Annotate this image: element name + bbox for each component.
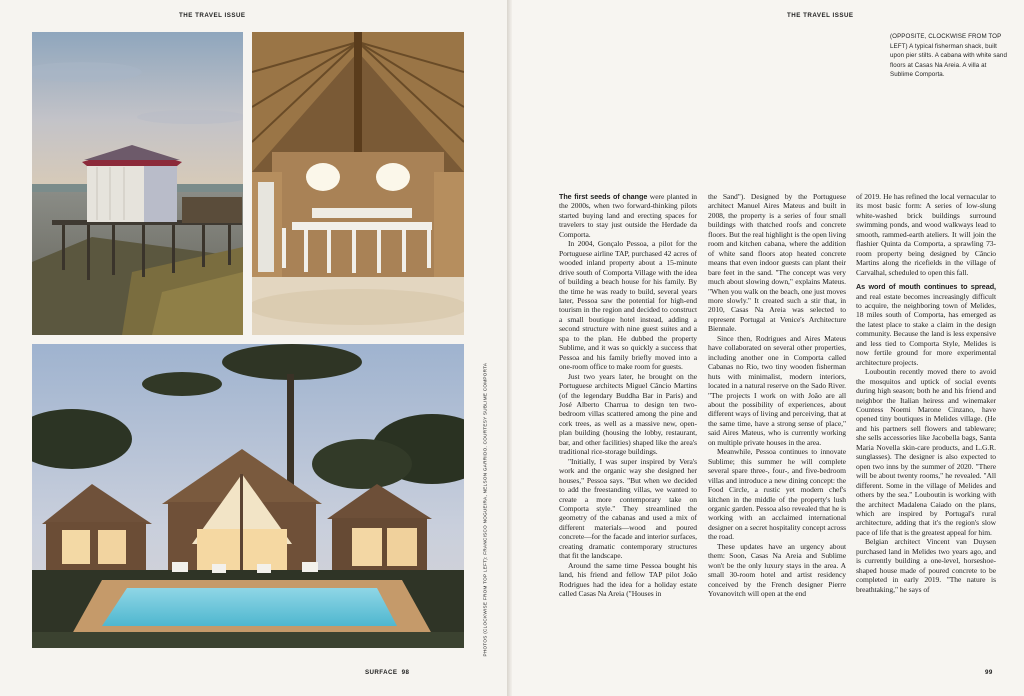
cabana-interior-image (252, 32, 464, 335)
running-header-left: THE TRAVEL ISSUE (179, 12, 246, 19)
paragraph: of 2019. He has refined the local vernacular to its most basic form: A series of low-slung white-washed brick buildings surround swimming ponds, and wood walkways lead to smooth, rammed-earth ateliers. It will join the flashier Quinta da Comporta, a sprawling 73-room property being designed by Câncio Martins along the ricefields in the village of Carvalhal, scheduled to open this fall. (856, 192, 996, 277)
paragraph: In 2004, Gonçalo Pessoa, a pilot for the Portuguese airline TAP, purchased 42 acres of wooded inland property about a 15-minute drive south of Comporta Village with the idea of building a beach house for his family. By the time he was ready to build, several years later, Pessoa saw the potential for high-end tourism in the region and decided to construct a small boutique hotel instead, adding a second structure with nine guest suites and a spa to the plan. He dubbed the property Sublime, and it was so quickly a success that Pessoa and his family briefly moved into a one-room office to make room for guests. (559, 239, 697, 372)
paragraph: The first seeds of change were planted in the 2000s, when two forward-thinking pilots started buying land and erecting spaces for travelers to stay just outside the Herdade da Comporta. (559, 192, 698, 239)
paragraph: "Initially, I was super inspired by Vera's work and the organic way she designed her houses," Pessoa says. "But when we decided to add the freestanding villas, we wanted to create a more contemporary take on Comporta style." They streamlined the geometry of the cabanas and used a mix of different materials—wood and poured concrete—for the facade and interior surfaces, creating dramatic contemporary structures that fit the landscape. (559, 456, 697, 561)
paragraph: As word of mouth continues to spread, and real estate becomes increasingly difficult to acquire, the neighboring town of Melides, 18 miles south of Comporta, has emerged as the latest place to stake a claim in the design community. Because the land is less expensive and less tied to Comporta Style, Melides is now fertile ground for more experimental architecture projects. (856, 282, 996, 367)
article-column-3 (856, 192, 996, 594)
fisherman-shack-image (32, 32, 243, 335)
paragraph: Around the same time Pessoa bought his land, his friend and fellow TAP pilot João Rodrigues had the idea for a holiday estate called Casas Na Areia ("Houses in (559, 560, 697, 599)
left-page (0, 0, 509, 696)
photo-sublime-villa (32, 344, 464, 648)
section-lead-in: As word of mouth continues to spread, (856, 282, 996, 292)
running-header-right: THE TRAVEL ISSUE (787, 12, 854, 19)
lead-in: The first seeds of change (559, 192, 648, 201)
article-column-2 (708, 192, 846, 598)
article-column-1 (559, 192, 697, 598)
photo-cabana-interior (252, 32, 464, 335)
paragraph: Belgian architect Vincent van Duysen purchased land in Melides two years ago, and is currently building a one-level, horseshoe-shaped house made of poured concrete to be completed in early 2019. "The nature is breathtaking," he says of (856, 537, 996, 594)
paragraph: the Sand"). Designed by the Portuguese architect Manuel Aires Mateus and built in 2008, the property is a series of four small buildings with thatched roofs and concrete floors. But the real highlight is the open living room and kitchen cabana, where the addition of white sand floors atop heated concrete means that even indoor guests can plant their bare feet in the sand. "The concept was very much about slowing down," explains Mateus. "When you walk on the beach, one just moves more slowly." It created such a stir that, in 2010, Casas Na Areia was selected to represent Portugal at Venice's Architecture Biennale. (708, 192, 846, 334)
folio-right-number: 99 (985, 669, 993, 676)
paragraph: Meanwhile, Pessoa continues to innovate Sublime; this summer he will complete several spare three-, four-, and five-bedroom villas and introduce a new dining concept: the Food Circle, a rustic yet modern chef's kitchen in the middle of the property's lush organic garden. Pessoa also revealed that he is working with an acclaimed international designer on a secret hospitality concept across the road. (708, 447, 846, 542)
paragraph: Just two years later, he brought on the Portuguese architects Miguel Câncio Martins (of the legendary Buddha Bar in Paris) and José Alberto Charrua to design ten two-bedroom villas scattered among the pine and cork trees, as well as a massive new, open-plan building (housing the lobby, restaurant, bar, and other facilities) shaped like the area's traditional rice-storage buildings. (559, 371, 697, 457)
photo-credit: PHOTOS (CLOCKWISE FROM TOP LEFT): FRANCISCO NOGUEIRA, NELSON GARRIDO. COURTESY SUBLIME COMPORTA (482, 362, 488, 657)
paragraph: Louboutin recently moved there to avoid the mosquitos and uptick of social events during high season; both he and his friend and neighbor the Italian heiress and winemaker Countess Noemi Marone Cinzano, have opened tiny boutiques in Melides village. (He and his partners sell flowers and tableware; she sells accessories like Jacobella bags, Santa Maria Novella skin-care products, and L.G.R. sunglasses). The designer is also expected to open two inns by the summer of 2020. "There will be about twenty rooms," he revealed. "All different. Some in the village of Melides and others by the sea." Louboutin is working with the architect Madalena Caiado on the plans, which are inspired by Portugal's rural architecture, adding that it's the region's slow pace of life that is the greatest appeal for him. (856, 367, 996, 537)
folio-left-number: 98 (401, 669, 410, 676)
photo-caption: (OPPOSITE, CLOCKWISE FROM TOP LEFT) A typical fisherman shack, built upon pier stilts. A cabana with white sand floors at Casas Na Areia. A villa at Sublime Comporta. (890, 33, 1008, 79)
paragraph: Since then, Rodrigues and Aires Mateus have collaborated on several other properties, including another one in Comporta called Cabanas no Rio, two tiny wooden fisherman huts with minimalist, modern interiors, located in a natural reserve on the Sado River. "The projects I work on with João are all about the possibility of experiences, about different ways of living and perceiving, that at the same time, have a strong sense of place," said Aires Mateus, who is currently working on multiple private houses in the area. (708, 333, 846, 447)
sublime-villa-image (32, 344, 464, 648)
paragraph: These updates have an urgency about them: Soon, Casas Na Areia and Sublime won't be the only luxury stays in the area. A small 30-room hotel and artist residency conceived by the French designer Pierre Yovanovitch will open at the end (708, 541, 846, 599)
photo-fisherman-shack (32, 32, 243, 335)
folio-left (365, 669, 409, 676)
folio-brand: SURFACE (365, 669, 398, 676)
